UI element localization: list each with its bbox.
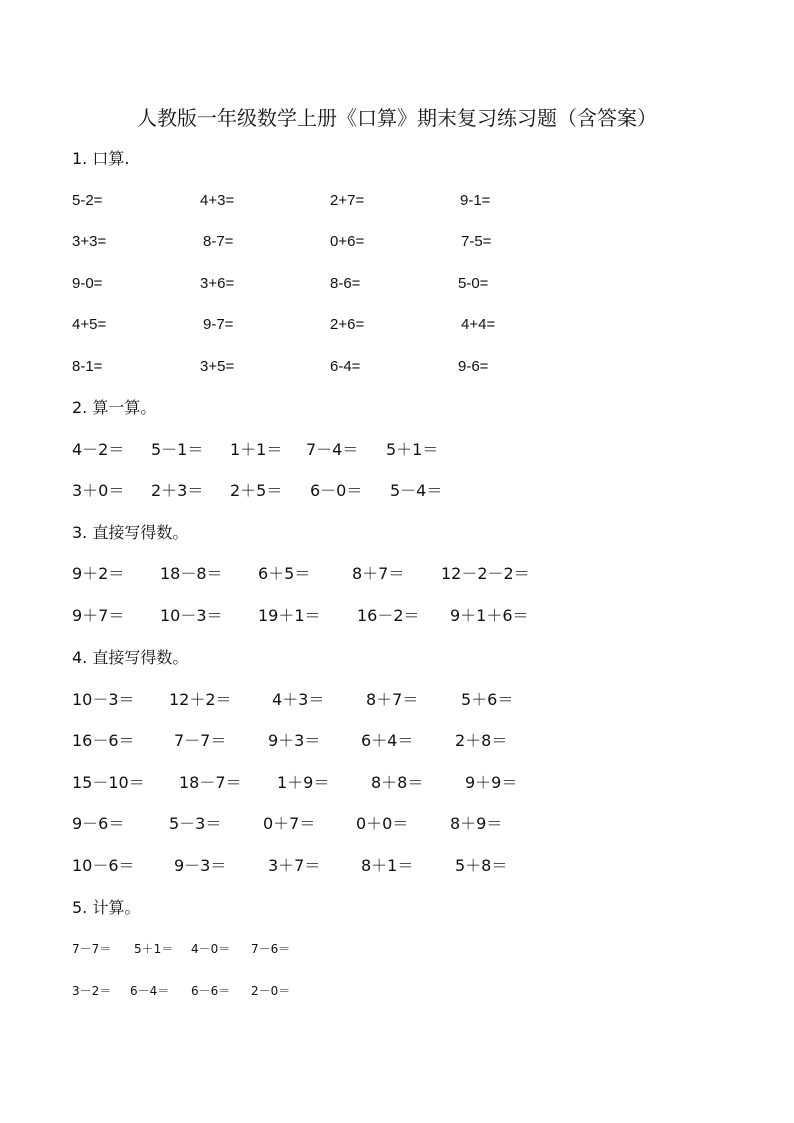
- section-3-row-2: [0, 605, 794, 627]
- section-4-row-3: [0, 772, 794, 794]
- section-2-heading: 2. 算一算。: [72, 398, 157, 417]
- section-1-row-5: [0, 356, 794, 378]
- problem: 2－0＝: [251, 984, 291, 998]
- problem: 8-1=: [72, 358, 103, 375]
- problem: 0＋7＝: [263, 814, 316, 833]
- section-1-row-3: [0, 273, 794, 295]
- section-4-heading: 4. 直接写得数。: [72, 648, 189, 667]
- problem: 16－2＝: [357, 606, 420, 625]
- problem: 9＋7＝: [72, 606, 125, 625]
- problem: 18－8＝: [160, 564, 223, 583]
- problem: 5-0=: [458, 275, 489, 292]
- problem: 9-7=: [203, 316, 234, 333]
- problem: 4+5=: [72, 316, 107, 333]
- problem: 3＋7＝: [268, 856, 321, 875]
- problem: 19＋1＝: [258, 606, 321, 625]
- problem: 7－4＝: [306, 440, 359, 459]
- problem: 5＋8＝: [455, 856, 508, 875]
- problem: 6－0＝: [310, 481, 363, 500]
- section-3-heading: 3. 直接写得数。: [72, 523, 189, 542]
- problem: 0+6=: [330, 233, 365, 250]
- problem: 5－1＝: [151, 440, 204, 459]
- problem: 8＋8＝: [371, 773, 424, 792]
- problem: 6＋4＝: [361, 731, 414, 750]
- problem: 6＋5＝: [258, 564, 311, 583]
- section-5-row-1: [0, 940, 794, 962]
- problem: 4＋3＝: [272, 690, 325, 709]
- problem: 9-1=: [460, 192, 491, 209]
- problem: 16－6＝: [72, 731, 135, 750]
- problem: 9＋1＋6＝: [450, 606, 529, 625]
- problem: 18－7＝: [179, 773, 242, 792]
- section-2-row-1: [0, 439, 794, 461]
- problem: 2＋5＝: [230, 481, 283, 500]
- problem: 8＋7＝: [352, 564, 405, 583]
- problem: 4+4=: [461, 316, 496, 333]
- section-5-heading: 5. 计算。: [72, 898, 141, 917]
- problem: 5＋1＝: [386, 440, 439, 459]
- section-4-row-5: [0, 855, 794, 877]
- problem: 2+6=: [330, 316, 365, 333]
- problem: 9－3＝: [174, 856, 227, 875]
- problem: 8-6=: [330, 275, 361, 292]
- problem: 3－2＝: [72, 984, 112, 998]
- problem: 8＋7＝: [366, 690, 419, 709]
- section-3-row-1: [0, 563, 794, 585]
- problem: 3+3=: [72, 233, 107, 250]
- problem: 0＋0＝: [356, 814, 409, 833]
- section-4-row-1: [0, 689, 794, 711]
- problem: 2＋3＝: [151, 481, 204, 500]
- section-1-row-4: [0, 314, 794, 336]
- problem: 9＋3＝: [268, 731, 321, 750]
- problem: 2＋8＝: [455, 731, 508, 750]
- problem: 5-2=: [72, 192, 103, 209]
- problem: 3＋0＝: [72, 481, 125, 500]
- problem: 10－6＝: [72, 856, 135, 875]
- problem: 7-5=: [461, 233, 492, 250]
- problem: 6－4＝: [130, 984, 170, 998]
- problem: 6-4=: [330, 358, 361, 375]
- section-2-row-2: [0, 480, 794, 502]
- problem: 7－7＝: [72, 942, 112, 956]
- section-1-row-2: [0, 231, 794, 253]
- problem: 9＋2＝: [72, 564, 125, 583]
- problem: 4+3=: [200, 192, 235, 209]
- problem: 1＋1＝: [230, 440, 283, 459]
- problem: 4－2＝: [72, 440, 125, 459]
- problem: 12＋2＝: [169, 690, 232, 709]
- section-5-row-2: [0, 982, 794, 1004]
- problem: 8＋9＝: [450, 814, 503, 833]
- problem: 15－10＝: [72, 773, 145, 792]
- problem: 9-0=: [72, 275, 103, 292]
- problem: 7－7＝: [174, 731, 227, 750]
- problem: 5－3＝: [169, 814, 222, 833]
- problem: 9-6=: [458, 358, 489, 375]
- section-4-row-2: [0, 730, 794, 752]
- page-title: 人教版一年级数学上册《口算》期末复习练习题（含答案）: [137, 106, 657, 130]
- section-4-row-4: [0, 813, 794, 835]
- problem: 7－6＝: [251, 942, 291, 956]
- section-1-row-1: [0, 190, 794, 212]
- problem: 5＋1＝: [134, 942, 174, 956]
- problem: 5＋6＝: [461, 690, 514, 709]
- problem: 9－6＝: [72, 814, 125, 833]
- problem: 4－0＝: [191, 942, 231, 956]
- problem: 8＋1＝: [361, 856, 414, 875]
- problem: 8-7=: [203, 233, 234, 250]
- problem: 3+5=: [200, 358, 235, 375]
- section-1-heading: 1. 口算.: [72, 149, 130, 168]
- problem: 9＋9＝: [465, 773, 518, 792]
- problem: 3+6=: [200, 275, 235, 292]
- problem: 1＋9＝: [277, 773, 330, 792]
- problem: 12－2－2＝: [441, 564, 530, 583]
- problem: 6－6＝: [191, 984, 231, 998]
- problem: 10－3＝: [160, 606, 223, 625]
- problem: 2+7=: [330, 192, 365, 209]
- problem: 10－3＝: [72, 690, 135, 709]
- problem: 5－4＝: [390, 481, 443, 500]
